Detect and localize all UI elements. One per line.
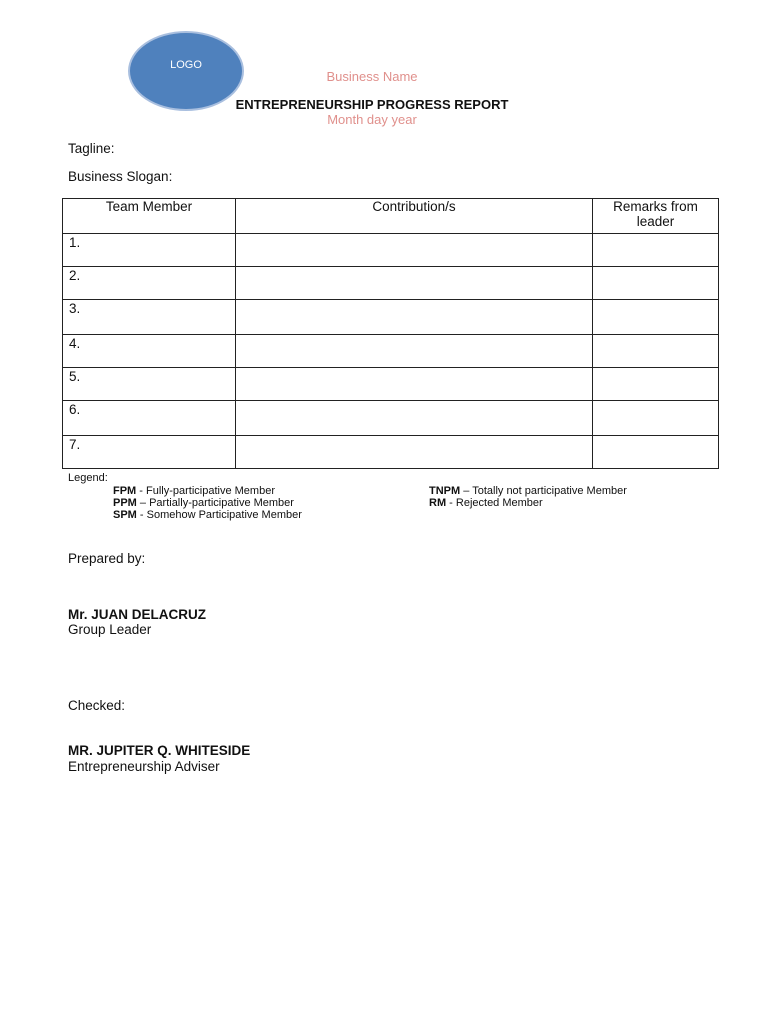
table-row: [63, 368, 719, 401]
legend-desc: - Fully-participative Member: [136, 485, 275, 497]
legend-item-ppm: [113, 497, 294, 509]
remarks-cell[interactable]: [593, 234, 719, 267]
legend-code: FPM: [113, 485, 137, 497]
legend-item-rm: [429, 497, 543, 509]
table-row: [63, 335, 719, 368]
table-row: [63, 234, 719, 267]
row-number: 6.: [63, 401, 236, 436]
tagline-label: Tagline:: [68, 141, 115, 156]
legend-code: TNPM: [429, 485, 461, 497]
contribution-cell[interactable]: [236, 300, 593, 335]
col-header-remarks: Remarks from leader: [593, 199, 719, 234]
table-header-row: [63, 199, 719, 234]
legend-item-tnpm: [429, 485, 627, 497]
row-number: 1.: [63, 234, 236, 267]
legend-item-spm: [113, 509, 302, 521]
prepared-by-label: Prepared by:: [68, 551, 146, 566]
checked-by-role: Entrepreneurship Adviser: [68, 759, 220, 774]
business-name: Business Name: [326, 69, 418, 84]
table-row: [63, 436, 719, 469]
checked-by-name: MR. JUPITER Q. WHITESIDE: [68, 743, 251, 758]
legend-desc: – Partially-participative Member: [136, 497, 294, 509]
table-row: [63, 300, 719, 335]
row-number: 4.: [63, 335, 236, 368]
legend-desc: - Somehow Participative Member: [136, 509, 302, 521]
legend-desc: - Rejected Member: [446, 497, 543, 509]
remarks-cell[interactable]: [593, 401, 719, 436]
col-header-contribution: Contribution/s: [236, 199, 593, 234]
slogan-label: Business Slogan:: [68, 169, 173, 184]
legend-desc: – Totally not participative Member: [460, 485, 627, 497]
contribution-cell[interactable]: [236, 436, 593, 469]
remarks-cell[interactable]: [593, 267, 719, 300]
row-number: 7.: [63, 436, 236, 469]
contribution-cell[interactable]: [236, 267, 593, 300]
legend-label: Legend:: [68, 472, 108, 484]
logo-text: LOGO: [170, 59, 202, 71]
member-table: [62, 198, 719, 469]
remarks-cell[interactable]: [593, 335, 719, 368]
checked-label: Checked:: [68, 698, 126, 713]
contribution-cell[interactable]: [236, 401, 593, 436]
remarks-cell[interactable]: [593, 436, 719, 469]
table-row: [63, 267, 719, 300]
report-title: ENTREPRENEURSHIP PROGRESS REPORT: [235, 97, 509, 112]
col-header-member: Team Member: [63, 199, 236, 234]
row-number: 5.: [63, 368, 236, 401]
row-number: 2.: [63, 267, 236, 300]
prepared-by-role: Group Leader: [68, 622, 152, 637]
legend-code: RM: [429, 497, 447, 509]
prepared-by-name: Mr. JUAN DELACRUZ: [68, 607, 207, 622]
legend-item-fpm: [113, 485, 275, 497]
contribution-cell[interactable]: [236, 335, 593, 368]
table-row: [63, 401, 719, 436]
row-number: 3.: [63, 300, 236, 335]
legend-code: SPM: [113, 509, 137, 521]
remarks-cell[interactable]: [593, 300, 719, 335]
contribution-cell[interactable]: [236, 368, 593, 401]
remarks-cell[interactable]: [593, 368, 719, 401]
report-date: Month day year: [327, 112, 417, 127]
contribution-cell[interactable]: [236, 234, 593, 267]
legend-code: PPM: [113, 497, 137, 509]
